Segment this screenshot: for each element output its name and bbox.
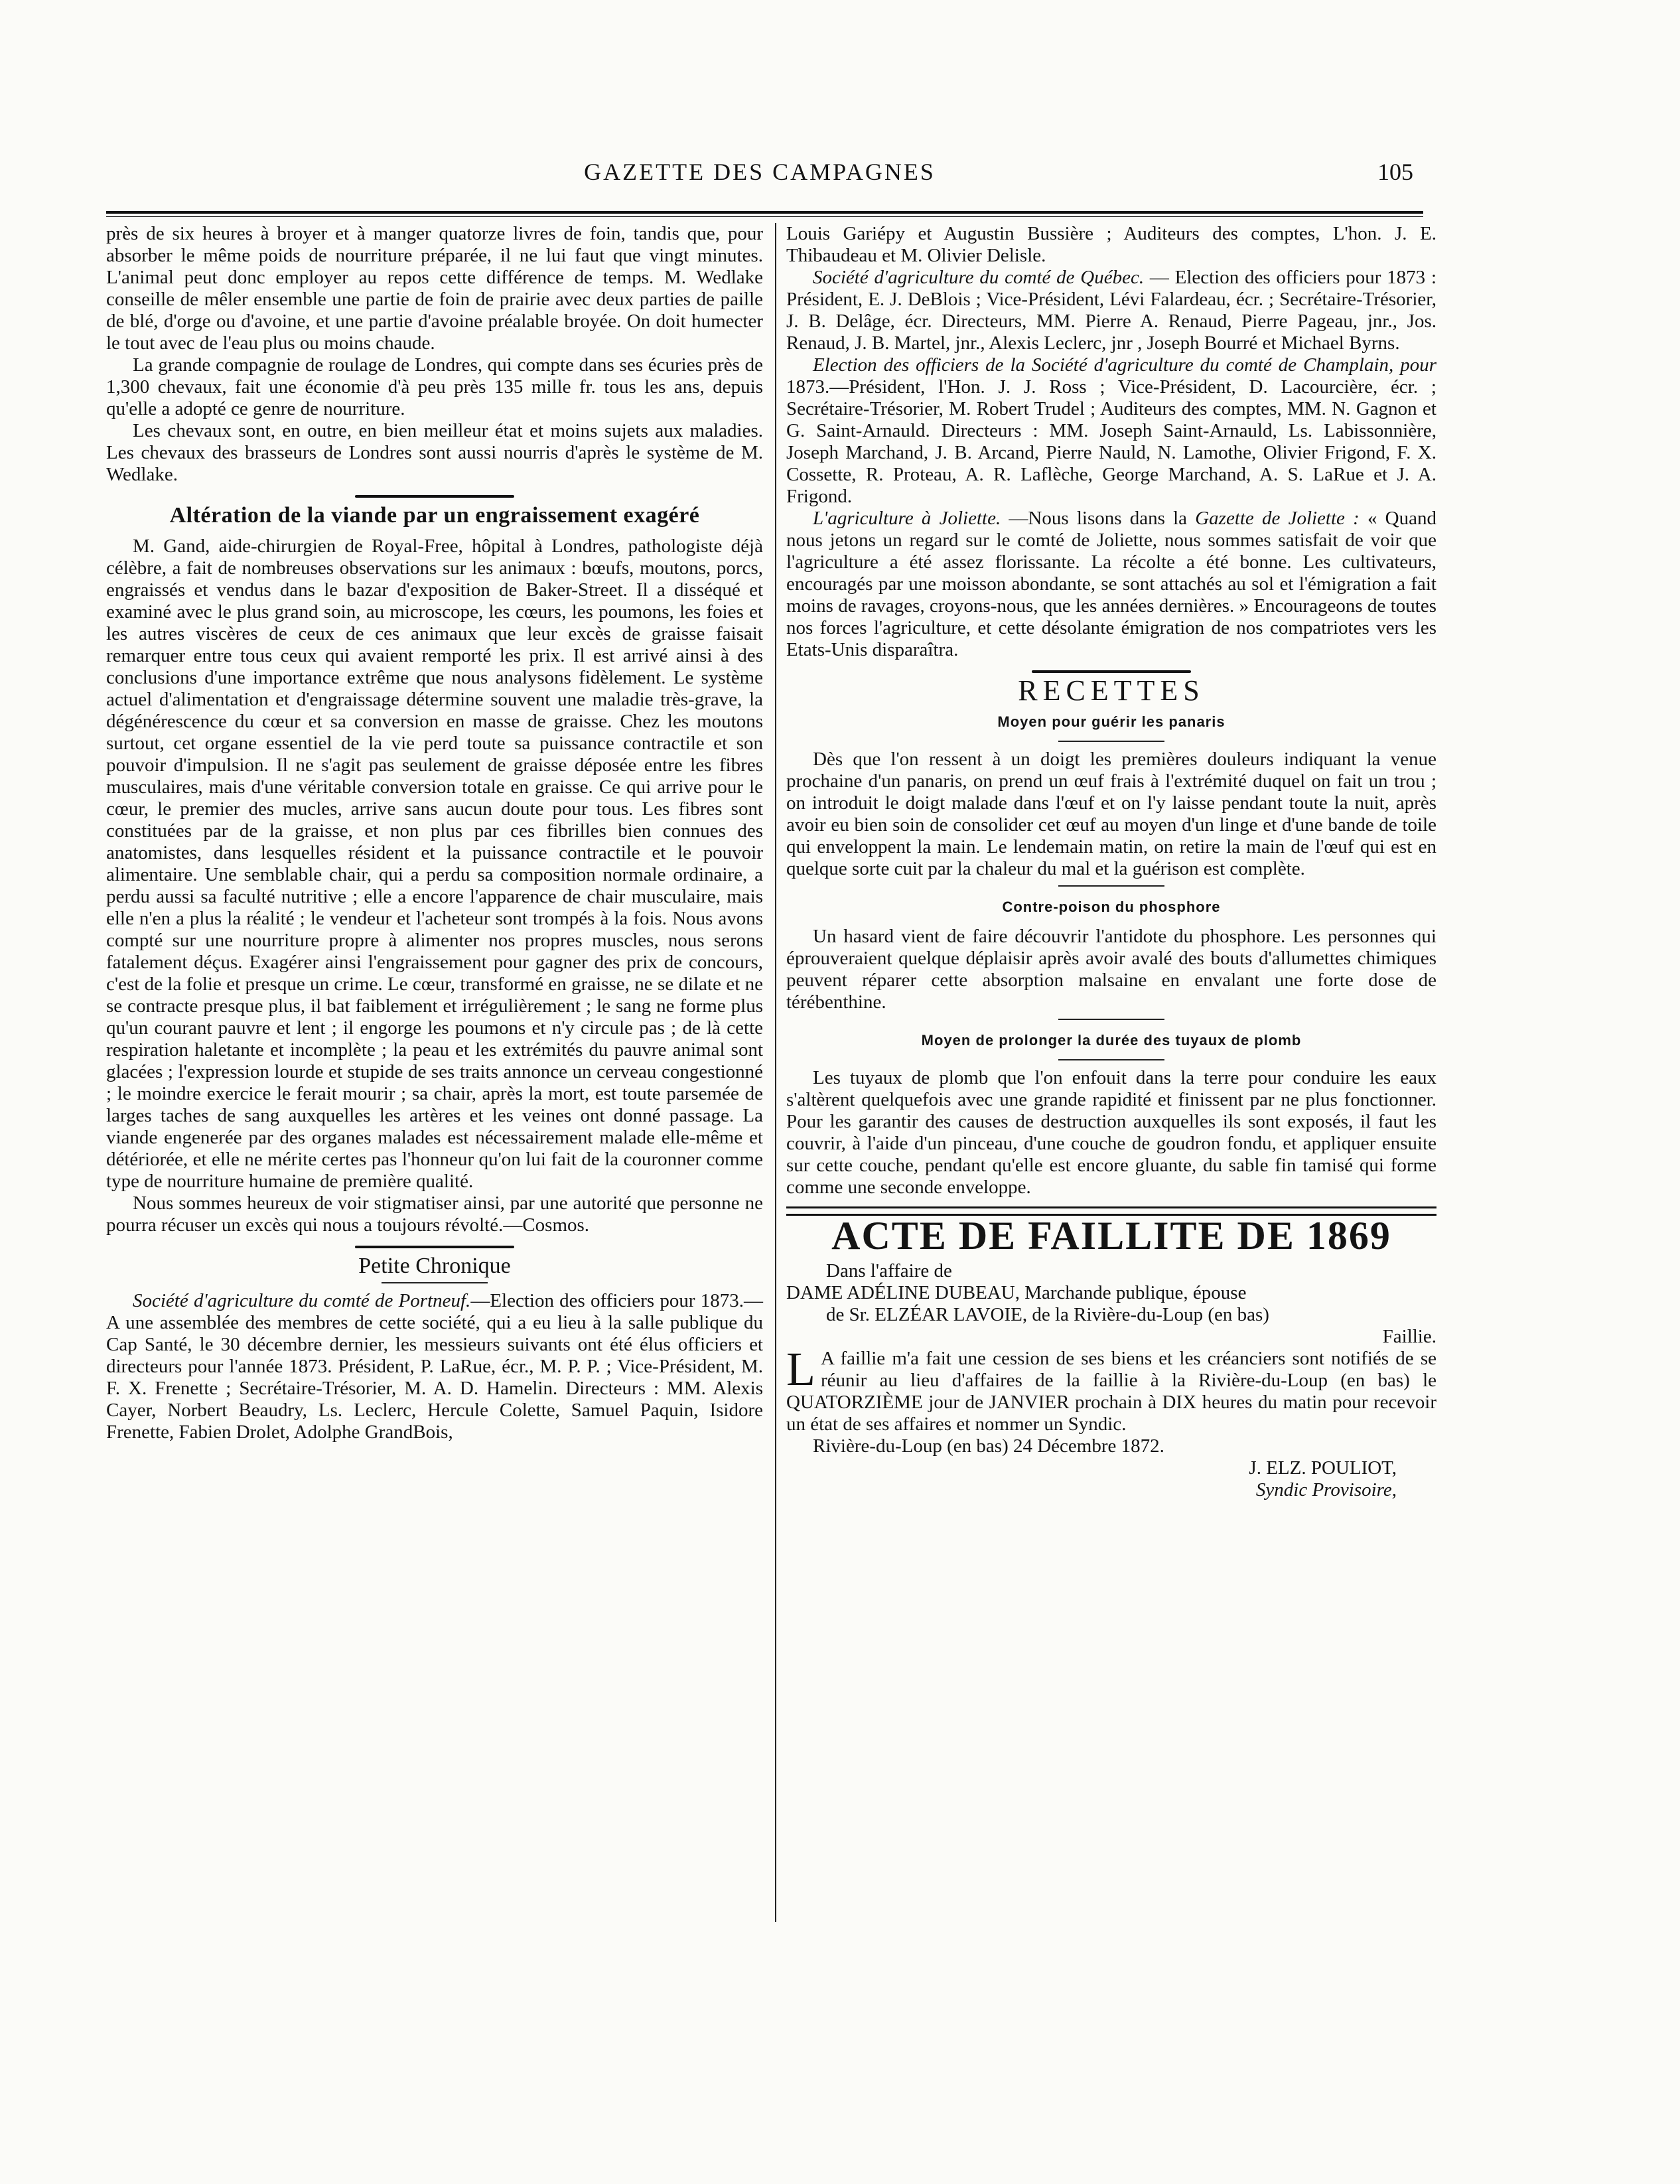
section-ornament xyxy=(1032,670,1191,673)
notice-party: DAME ADÉLINE DUBEAU, Marchande publique, épouse xyxy=(786,1282,1247,1303)
paragraph xyxy=(786,508,1436,661)
paragraph-lead: Election des officiers de la Société d'agriculture du comté de Champlain, pour xyxy=(813,354,1436,376)
paragraph-lead: L'agriculture à Joliette. xyxy=(813,508,1001,529)
page-number: 105 xyxy=(1377,159,1413,185)
notice-role: Syndic Provisoire, xyxy=(1255,1479,1397,1500)
notice-date: Rivière-du-Loup (en bas) 24 Décembre 1872. xyxy=(813,1435,1164,1457)
paragraph: Les tuyaux de plomb que l'on enfouit dans la terre pour conduire les eaux s'altèrent quelquefois avec une grande rapidité et finissent par ne plus fonctionner. Pour les garantir des causes de destruction auxquelles ils sont exposés, il faut les couvrir, à l'aide d'un pinceau, d'une couche de goudron fondu, et appliquer ensuite sur cette couche, pendant qu'elle est encore gluante, du sable fin tamisé qui forme comme une seconde enveloppe. xyxy=(786,1067,1436,1198)
left-column xyxy=(106,223,763,1443)
recipe-title: Contre-poison du phosphore xyxy=(1002,899,1221,915)
notice-intro: Dans l'affaire de xyxy=(826,1260,952,1281)
paragraph: Les chevaux sont, en outre, en bien meilleur état et moins sujets aux maladies. Les chevaux des brasseurs de Londres sont aussi nourris d'après le système de M. Wedlake. xyxy=(106,420,763,485)
recettes-title: RECETTES xyxy=(1018,674,1205,707)
paragraph-text: — Election des officiers pour 1873 : Président, E. J. DeBlois ; Vice-Président, Lévi Falardeau, écr. ; Secrétaire-Trésorier, J. B. Delâge, écr. Directeurs, MM. Pierre A. Renaud, Pierre Pageau, jnr., Jos. Renaud, J. B. Martel, jnr., Alexis Leclerc, jnr , Joseph Bourré et Michael Byrns. xyxy=(786,267,1437,354)
separator xyxy=(1058,1019,1164,1020)
paragraph-text: 1873.—Président, l'Hon. J. J. Ross ; Vice-Président, D. Lacourcière, écr. ; Secrétaire-Trésorier, M. Robert Trudel ; Auditeurs des comptes, MM. N. Gagnon et G. Saint-Arnauld. Directeurs : MM. Joseph Saint-Arnauld, Ls. Labissonnière, Joseph Marchand, J. B. Arcand, Pierre Nauld, N. Lamothe, Olivier Frigond, F. X. Cossette, R. Proteau, A. R. Laflèche, George Marchand, A. S. LaRue et J. A. Frigond. xyxy=(786,376,1436,507)
paragraph xyxy=(786,354,1436,508)
paragraph: près de six heures à broyer et à manger quatorze livres de foin, tandis que, pour absorber le même poids de nourriture préparée, il ne lui faut que vingt minutes. L'animal peut donc employer au repos cette différence de temps. M. Wedlake conseille de mêler ensemble une partie de foin de prairie avec deux parties de paille de blé, d'orge ou d'avoine, et une partie d'avoine préalable broyée. On doit humecter le tout avec de l'eau plus ou moins chaude. xyxy=(106,223,763,354)
separator xyxy=(1058,885,1164,887)
chronique-title: Petite Chronique xyxy=(358,1254,511,1278)
paragraph: M. Gand, aide-chirurgien de Royal-Free, hôpital à Londres, pathologiste déjà célèbre, a fait de nombreuses observations sur les animaux : bœufs, moutons, porcs, engraissés et vendus dans le bazar d'exposition de Baker-Street. Il a disséqué et examiné avec le plus grand soin, au microscope, les cœurs, les poumons, les foies et les autres viscères de ceux de ces animaux que leur excès de graisse faisait remarquer entre tous ceux qui avaient remporté les prix. Il est arrivé ainsi à des conclusions d'une importance extrême que nous analysons fidèlement. Le système actuel d'alimentation et d'engraissage détermine souvent une maladie très-grave, la dégénérescence du cœur et sa conversion en masse de graisse. Chez les moutons surtout, cet organe essentiel de la vie perd toute sa puissance contractile et son pouvoir d'impulsion. Il ne s'agit pas seulement de graisse déposée entre les fibres musculaires, mais d'une véritable conversion totale en graisse. Ce qui arrive pour le cœur, le premier des mucles, arrive sans aucun doute pour tous. Les fibres sont constituées par de la graisse, et non plus par ces fibrilles bien connues des anatomistes, dans lesquelles résident et la puissance contractile et le pouvoir alimentaire. Une semblable chair, qui a perdu sa composition normale ordinaire, a perdu aussi sa faculté nutritive ; elle a encore l'apparence de chair musculaire, mais elle n'en a plus la réalité ; le vendeur et l'acheteur sont trompés à la fois. Nous avons compté sur une nourriture propre à alimenter nos propres muscles, nous serons fatalement déçus. Exagérer ainsi l'engraissement pour gagner des prix de concours, c'est de la folie et presque un crime. Le cœur, transformé en graisse, ne se dilate et ne se contracte presque plus, il bat faiblement et irrégulièrement ; le sang ne forme plus qu'un courant pauvre et lent ; il engorge les poumons et n'y circule pas ; de là cette respiration haletante et incomplète ; la peau et les extrémités du pauvre animal sont glacées ; l'expression lourde et stupide de ses traits annonce un cerveau congestionné ; le moindre exercice le ferait mourir ; sa chair, après la mort, est toute parsemée de larges taches de sang auxquelles les artères et les veines ont donné passage. La viande engenerée par des organes malades est nécessairement malade elle-même et détériorée, et elle ne mérite certes pas l'honneur qu'on lui fait de la couronner comme type de nourriture humaine de première qualité. xyxy=(106,536,763,1192)
notice-party: Faillie. xyxy=(1382,1326,1436,1347)
paragraph: Dès que l'on ressent à un doigt les premières douleurs indiquant la venue prochaine d'un panaris, on prend un œuf frais à l'extrémité duquel on fait un trou ; on introduit le doigt malade dans l'œuf et on l'y laisse pendant toute la nuit, après avoir eu bien soin de consolider cet œuf au moyen d'un linge et d'une bande de toile qui enveloppent la main. Le lendemain matin, on retire la main de l'œuf qui est en quelque sorte cuit par la chaleur du mal et la guérison est complète. xyxy=(786,749,1436,879)
right-column xyxy=(786,223,1436,1501)
paragraph: Nous sommes heureux de voir stigmatiser ainsi, par une autorité que personne ne pourra récuser un excès qui nous a toujours révolté.—Cosmos. xyxy=(106,1193,763,1236)
paragraph: Louis Gariépy et Augustin Bussière ; Auditeurs des comptes, L'hon. J. E. Thibaudeau et M. Olivier Delisle. xyxy=(786,223,1436,266)
paragraph-text: —Nous lisons dans la xyxy=(1001,508,1196,529)
paragraph-lead: Société d'agriculture du comté de Portneuf. xyxy=(133,1290,471,1311)
notice-text: A faillie m'a fait une cession de ses biens et les créanciers sont notifiés de se réunir au lieu d'affaires de la faillie à la Rivière-du-Loup (en bas) le QUATORZIÈME jour de JANVIER prochain à DIX heures du matin pour recevoir un état de ses affaires et nommer un Syndic. xyxy=(786,1348,1436,1435)
recipe-title: Moyen pour guérir les panaris xyxy=(997,713,1225,730)
notice-body xyxy=(786,1343,1436,1435)
paragraph: Un hasard vient de faire découvrir l'antidote du phosphore. Les personnes qui éprouveraient quelque déplaisir après avoir avalé des bouts d'allumettes chimiques peuvent réparer cette absorption malsaine en envalant une forte dose de térébenthine. xyxy=(786,926,1436,1013)
source-name: Gazette de Joliette : xyxy=(1195,508,1360,529)
paragraph xyxy=(786,267,1436,354)
column-divider xyxy=(775,223,776,1922)
paragraph-text: « Quand nous jetons un regard sur le comté de Joliette, nous sommes satisfait de voir que l'agriculture a été assez florissante. La récolte a été bonne. Les cultivateurs, encouragés par une moisson abondante, se sont attachés au sol et l'émigration a fait moins de ravages, croyons-nous, que les années dernières. » Encourageons de toutes nos forces l'agriculture, et cette désolante émigration de nos compatriotes vers les Etats-Unis disparaîtra. xyxy=(786,508,1436,660)
notice-signer: J. ELZ. POULIOT, xyxy=(1249,1457,1397,1479)
running-title: GAZETTE DES CAMPAGNES xyxy=(584,159,936,185)
paragraph-lead: Société d'agriculture du comté de Québec. xyxy=(813,267,1145,288)
paragraph xyxy=(106,1290,763,1443)
paragraph: La grande compagnie de roulage de Londres, qui compte dans ses écuries près de 1,300 chevaux, fait une économie d'à peu près 135 mille fr. tous les ans, depuis qu'elle a adopté ce genre de nourriture. xyxy=(106,354,763,419)
paragraph-text: —Election des officiers pour 1873.—A une assemblée des membres de cette société, qui a eu lieu à la salle publique du Cap Santé, le 30 décembre dernier, les messieurs suivants ont été élus officiers et directeurs pour l'année 1873. Président, P. LaRue, écr., M. P. P. ; Vice-Président, M. F. X. Frenette ; Secrétaire-Trésorier, M. A. D. Hamelin. Directeurs : MM. Alexis Cayer, Norbert Beaudry, Ls. Leclerc, Hercule Colette, Samuel Paquin, Isidore Frenette, Fabien Drolet, Adolphe GrandBois, xyxy=(106,1290,763,1443)
drop-cap: L xyxy=(786,1343,815,1396)
section-ornament xyxy=(355,1246,514,1248)
running-head xyxy=(106,158,1413,191)
section-ornament xyxy=(355,495,514,498)
notice-title: ACTE DE FAILLITE DE 1869 xyxy=(831,1214,1391,1258)
separator xyxy=(1058,741,1164,742)
recipe-title: Moyen de prolonger la durée des tuyaux de plomb xyxy=(921,1032,1302,1049)
header-rule xyxy=(106,211,1423,217)
article-title: Altération de la viande par un engraissement exagéré xyxy=(169,503,700,528)
notice-party: de Sr. ELZÉAR LAVOIE, de la Rivière-du-Loup (en bas) xyxy=(826,1304,1269,1325)
separator xyxy=(382,1282,488,1283)
separator xyxy=(1058,1059,1164,1060)
